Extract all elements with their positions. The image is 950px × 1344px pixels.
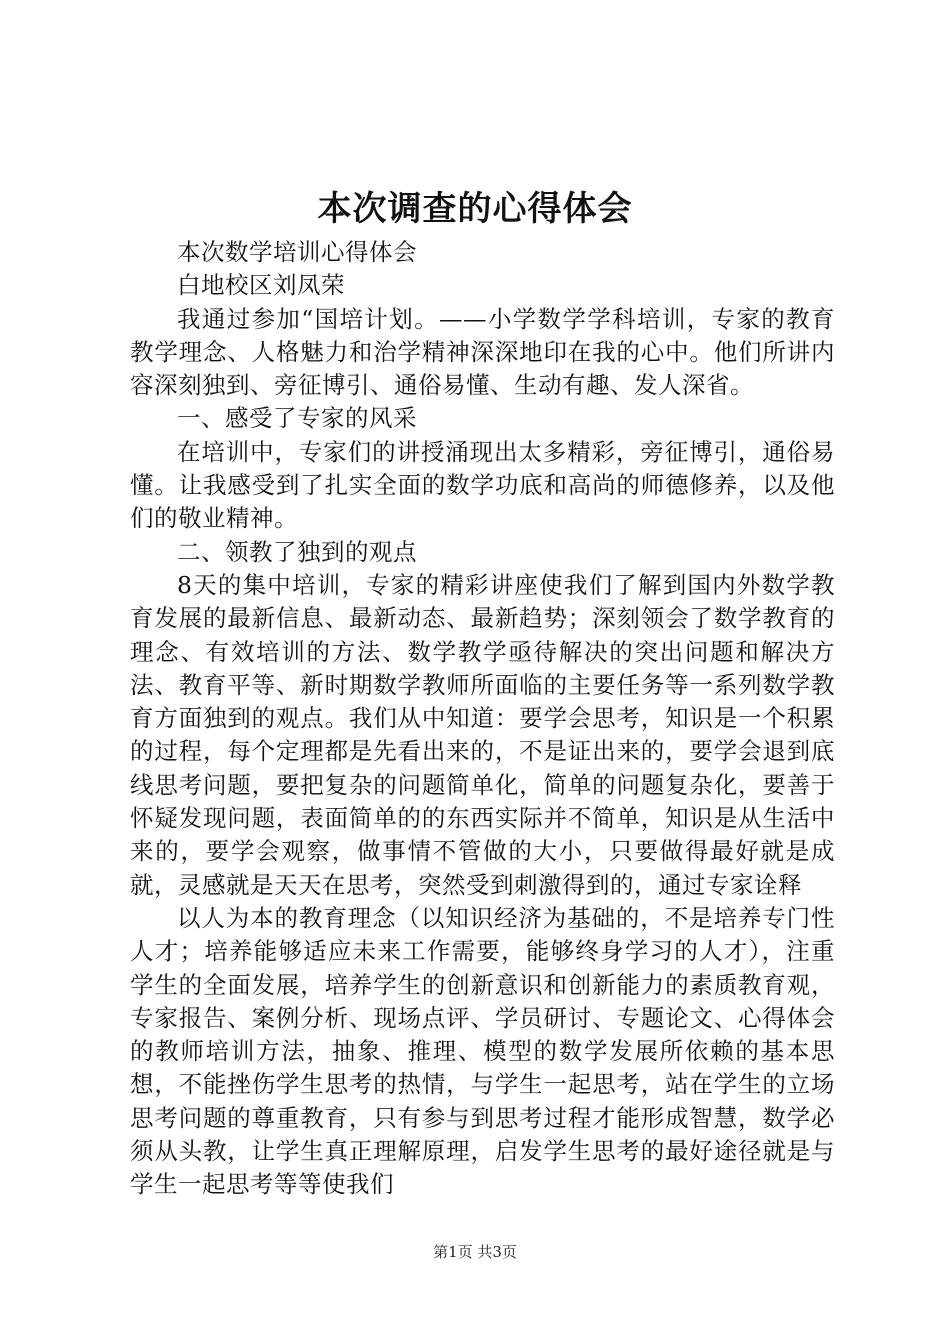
- paragraph-author: 白地校区刘凤荣: [177, 271, 345, 300]
- paragraph-section-2: 8天的集中培训，专家的精彩讲座使我们了解到国内外数学教育发展的最新信息、最新动态、最新趋势；深刻领会了数学教育的理念、有效培训的方法、数学教学亟待解决的突出问题和解决方法、教育平等、新时期数学教师所面临的主要任务等一系列数学教育方面独到的观点。我们从中知道：要学会思考，知识是一个积累的过程，每个定理都是先看出来的，不是证出来的，要学会退到底线思考问题，要把复杂的问题简单化，简单的问题复杂化，要善于怀疑发现问题，表面简单的的东西实际并不简单，知识是从生活中来的，要学会观察，做事情不管做的大小，只要做得最好就是成就，灵感就是天天在思考，突然受到刺激得到的，通过专家诠释: [130, 570, 835, 899]
- section-heading-1: 一、感受了专家的风采: [177, 404, 417, 433]
- paragraph-intro: 我通过参加“国培计划。——小学数学学科培训，专家的教育教学理念、人格魅力和治学精神深深地印在我的心中。他们所讲内容深刻独到、旁征博引、通俗易懂、生动有趣、发人深省。: [130, 304, 835, 400]
- paragraph-section-2-continued: 以人为本的教育理念（以知识经济为基础的，不是培养专门性人才；培养能够适应未来工作需要，能够终身学习的人才），注重学生的全面发展，培养学生的创新意识和创新能力的素质教育观，专家报告、案例分析、现场点评、学员研讨、专题论文、心得体会的教师培训方法，抽象、推理、模型的数学发展所依赖的基本思想，不能挫伤学生思考的热情，与学生一起思考，站在学生的立场思考问题的尊重教育，只有参与到思考过程才能形成智慧，数学必须从头教，让学生真正理解原理，启发学生思考的最好途径就是与学生一起思考等等使我们: [130, 903, 835, 1199]
- document-body: [130, 236, 835, 1202]
- document-title: 本次调查的心得体会: [317, 189, 633, 229]
- section-heading-2: 二、领教了独到的观点: [177, 537, 417, 566]
- page-number-footer: 第1页 共3页: [433, 1243, 517, 1261]
- paragraph-subtitle: 本次数学培训心得体会: [177, 238, 417, 266]
- paragraph-section-1: 在培训中，专家们的讲授涌现出太多精彩，旁征博引，通俗易懂。让我感受到了扎实全面的数学功底和高尚的师德修养，以及他们的敬业精神。: [130, 437, 835, 533]
